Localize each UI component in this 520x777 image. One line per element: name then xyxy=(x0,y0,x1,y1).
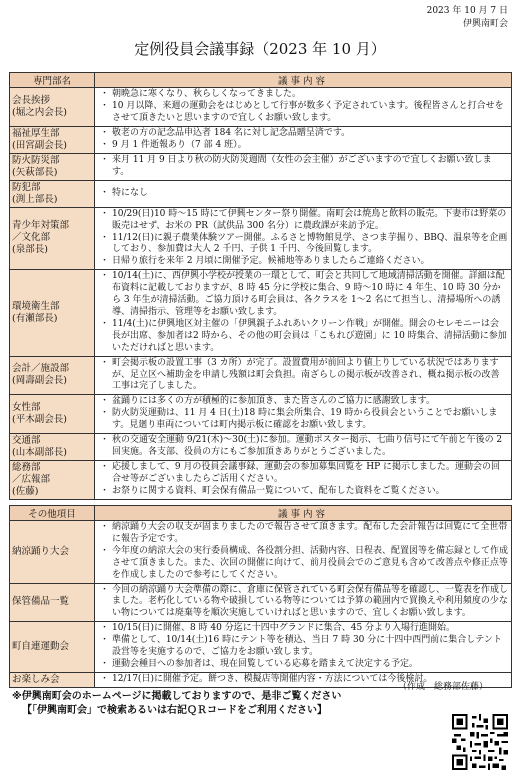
bullet-item: ・ 納涼踊り大会の収支が固まりましたので報告させて頂きます。配布した会計報告は回覧にて全世帯に報告予定です。 xyxy=(100,522,508,546)
content-cell xyxy=(95,180,512,207)
bullet-item: ・ 秋の交通安全運動 9/21(木)～30(土)に参加。運動ポスター掲示、七曲り信号にて午前と午後の 2 回実施。各支部、役員の方にもご参加頂きありがとうございました。 xyxy=(100,435,508,459)
author-note: （作成 総務部佐藤） xyxy=(397,682,488,692)
content-cell xyxy=(95,434,512,461)
department-cell xyxy=(10,461,95,500)
department-label: (田宮副会長) xyxy=(12,139,67,151)
department-row xyxy=(10,88,512,127)
department-label: 町自連運動会 xyxy=(12,641,70,653)
page-title: 定例役員会議事録（2023 年 10 月） xyxy=(134,40,386,58)
content-cell xyxy=(95,356,512,395)
department-cell xyxy=(10,583,95,622)
content-cell xyxy=(95,88,512,127)
department-label: 福祉厚生部 xyxy=(12,127,60,139)
content-cell xyxy=(95,207,512,270)
document-header xyxy=(427,5,508,31)
department-label: 納涼踊り大会 xyxy=(12,545,70,557)
department-row xyxy=(10,395,512,434)
document-date: 2023 年 10 月 7 日 xyxy=(426,6,508,16)
other-items-table xyxy=(9,505,512,688)
bullet-item: ・ 10/14(土)に、西伊興小学校が授業の一環として、町会と共同して地域清掃活動を開催。詳細は配布資料に記載しておりますが、8 時 45 分に学校に集合、9 時～10 時に 4 年生、10 時 30 分から 3 年生が清掃活動。ご協力頂ける町会員は、各クラスを 1～2 名にて担当し、清掃場所への誘導、清掃指示、管理等をお願い致します。 xyxy=(100,271,508,319)
bullet-item: ・ 今年度の納涼大会の実行委員構成、各役割分担、活動内容、日程表、配置図等を備忘録として作成させて頂きました。また、次回の開催に向けて、前月役員会でのご意見も含めて改善点や修正点等を作成しましたので参考にしてください。 xyxy=(100,546,508,582)
bullet-item: ・ 11/4(土)に伊興地区対主催の「伊興親子ふれあいクリーン作戦」が開催。開会のセレモニーは会長が出席、参加者は2 時から、その他の町会員は「こもれび遊園」に 10 時集合、清掃活動に参加いただければと思います。 xyxy=(100,319,508,355)
bullet-item: ・ 9 月 1 件逝報あり（7 部 4 班）。 xyxy=(100,140,508,152)
department-cell xyxy=(10,356,95,395)
content-column-header: 議事内容 xyxy=(95,506,512,521)
department-cell xyxy=(10,622,95,673)
bullet-item: ・ 日帰り旅行を来年 2 月頃に開催予定。候補地等ありましたらご連絡ください。 xyxy=(100,256,508,268)
department-row xyxy=(10,356,512,395)
content-cell xyxy=(95,126,512,153)
bullet-item: ・ 敬老の方の記念品申込者 184 名に対し記念品贈呈済です。 xyxy=(100,128,508,140)
bullet-item: ・ 応援しまして、9 月の役員会議事録、運動会の参加募集回覧を HP に掲示しました。運動会の回合せ等がございましたらご活用ください。 xyxy=(100,462,508,486)
department-cell xyxy=(10,434,95,461)
department-label: (泉部長) xyxy=(12,244,48,256)
department-label: 防火防災部 xyxy=(12,154,60,166)
bullet-item: ・ 準備として、10/14(土)16 時にテント等を積込、当日 7 時 30 分に十四中西門前に集合しテント設営等を実施するので、ご協力をお願い致します。 xyxy=(100,635,508,659)
department-label: 青少年対策部 xyxy=(12,220,70,232)
department-cell xyxy=(10,153,95,180)
department-label: (渕上部長) xyxy=(12,193,58,205)
department-cell xyxy=(10,180,95,207)
department-label: (山本副部長) xyxy=(12,447,67,459)
bullet-item: ・ 防火防災運動は、11 月 4 日(土)18 時に集会所集合、19 時から役員会ということでお願いします。見廻り車両については町内掲示板に確認をお願い致します。 xyxy=(100,408,508,432)
department-row xyxy=(10,153,512,180)
department-label: ／文化部 xyxy=(12,232,51,244)
bullet-item: ・ お祭りに関する資料、町会保有備品一覧について、配布した資料をご覧ください。 xyxy=(100,486,508,498)
bullet-item: ・ 盆踊りには多くの方が積極的に参加頂き、また皆さんのご協力に感謝致します。 xyxy=(100,396,508,408)
bullet-item: ・ 10/15(日)に開催、8 時 40 分迄に十四中グランドに集合、45 分より入場行進開始。 xyxy=(100,623,508,635)
other-item-row xyxy=(10,583,512,622)
bullet-item: ・ 10/29(日)10 時～15 時にて伊興センター祭り開催。南町会は焼鳥と飲料の販売。下妻市は野菜の販売はせず、お米の PR（試供品 300 名分）に農政課が来訪予定。 xyxy=(100,209,508,233)
department-row xyxy=(10,207,512,270)
content-cell xyxy=(95,395,512,434)
department-label: (矢萩部長) xyxy=(12,166,58,178)
notice-line-1: ※伊興南町会のホームページに掲載しておりますので、是非ご覧ください xyxy=(12,691,342,702)
department-label: (岡壽副会長) xyxy=(12,375,67,387)
department-label: 会長挨拶 xyxy=(12,94,51,106)
department-cell xyxy=(10,126,95,153)
other-item-row xyxy=(10,622,512,673)
department-label: 環境衛生部 xyxy=(12,300,60,312)
organization-name: 伊興南町会 xyxy=(462,19,508,29)
department-label: (平木副会長) xyxy=(12,414,67,426)
department-cell xyxy=(10,270,95,356)
department-cell xyxy=(10,207,95,270)
table-header-row xyxy=(10,506,512,521)
department-label: 防犯部 xyxy=(12,181,41,193)
homepage-notice xyxy=(12,690,442,718)
table-header-row xyxy=(10,73,512,88)
other-item-row xyxy=(10,521,512,584)
qr-code-icon[interactable] xyxy=(452,714,508,770)
department-label: (堀之内会長) xyxy=(12,106,67,118)
department-row xyxy=(10,126,512,153)
department-row xyxy=(10,434,512,461)
content-cell xyxy=(95,583,512,622)
bullet-item: ・ 11/12(日)に親子農業体験ツアー開催。ふるさと博物館見学、さつま芋掘り、BBQ、温泉等を企画しており、参加費は大人 2 千円、子供 1 千円、今後回覧します。 xyxy=(100,233,508,257)
department-cell xyxy=(10,395,95,434)
content-column-header: 議事内容 xyxy=(95,73,512,88)
content-cell xyxy=(95,461,512,500)
department-label: 総務部 xyxy=(12,462,41,474)
department-row xyxy=(10,270,512,356)
department-label: ／広報部 xyxy=(12,474,51,486)
bullet-item: ・ 来月 11 月 9 日より秋の防火防災週間（女性の会主催）がございますので宜しくお願い致します。 xyxy=(100,155,508,179)
bullet-item: ・ 町会掲示板の設置工事（3 カ所）が完了。設置費用が前回より値上りしている状況ではありますが、足立区へ補助金を申請し残額は町会負担。南ざらしの掲示板が改善され、概ね掲示板の改善工事は完了しました。 xyxy=(100,358,508,394)
department-label: 保管備品一覧 xyxy=(12,596,70,608)
department-cell xyxy=(10,88,95,127)
notice-line-2: 【「伊興南町会」で検索あるいは右記ＱＲコードをご利用ください】 xyxy=(22,705,327,716)
bullet-item: ・ 朝晩急に寒くなり、秋らしくなってきました。 xyxy=(100,89,508,101)
bullet-item: ・ 12/17(日)に開催予定。餅つき、模擬店等開催内容・方法については今後検討。 xyxy=(100,674,508,686)
bullet-item: ・ 10 月以降、来週の運動会をはじめとして行事が数多く予定されています。後程皆さんと打合せをさせて頂きたいと思いますので宜しくお願い致します。 xyxy=(100,101,508,125)
other-column-header: その他項目 xyxy=(10,506,95,521)
department-label: 女性部 xyxy=(12,402,41,414)
department-cell xyxy=(10,672,95,687)
bullet-item: ・ 運動会種目への参加者は、現在回覧している応募を踏まえて決定する予定。 xyxy=(100,659,508,671)
department-column-header: 専門部名 xyxy=(10,73,95,88)
content-cell xyxy=(95,622,512,673)
department-label: (有瀬部長) xyxy=(12,312,58,324)
content-cell xyxy=(95,153,512,180)
content-cell xyxy=(95,270,512,356)
department-row xyxy=(10,461,512,500)
department-label: お楽しみ会 xyxy=(12,673,60,685)
department-label: 交通部 xyxy=(12,435,41,447)
bullet-item: ・ 特になし xyxy=(100,188,508,200)
bullet-item: ・ 今回の納涼踊り大会準備の際に、倉庫に保管されている町会保有備品等を確認し、一覧表を作成しました。老朽化している物や破損している物等については予算の範囲内で買換えや利用頻度の少ない物については廃棄等を順次実施していければと思いますので、宜しくお願い致します。 xyxy=(100,585,508,621)
department-label: 会計／施設部 xyxy=(12,363,70,375)
department-minutes-table xyxy=(9,72,512,500)
content-cell xyxy=(95,521,512,584)
department-row xyxy=(10,180,512,207)
department-label: (佐藤) xyxy=(12,486,39,498)
department-cell xyxy=(10,521,95,584)
